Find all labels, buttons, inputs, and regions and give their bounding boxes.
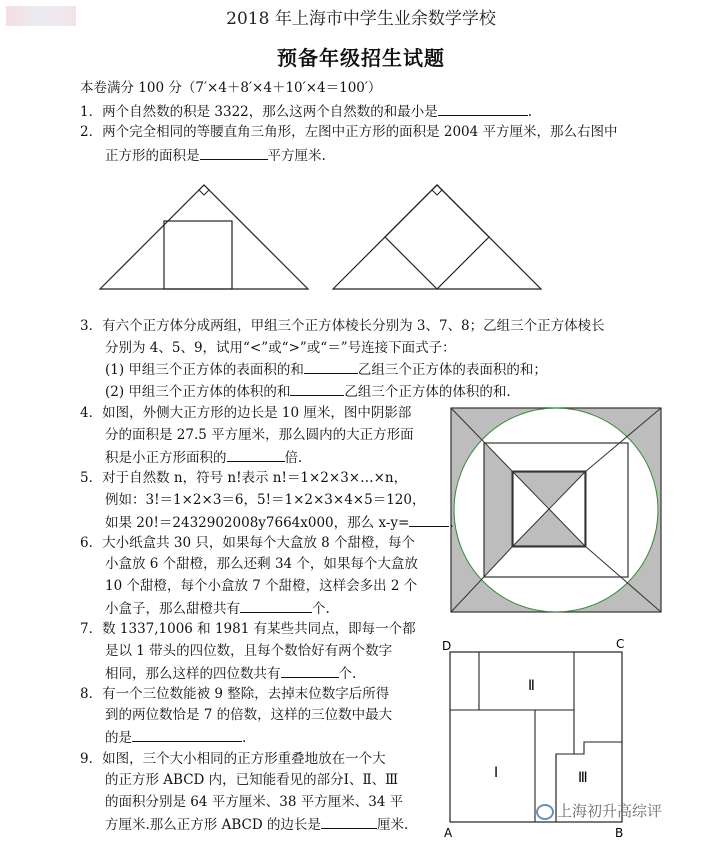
question-3-line1: 3．有六个正方体分成两组，甲组三个正方体棱长分别为 3、7、8；乙组三个正方体棱长 [80, 318, 605, 334]
answer-blank[interactable] [200, 146, 268, 160]
question-7-line3: 相同，那么这样的四位数共有 个. [105, 666, 357, 682]
score-note: 本卷满分 100 分（7′×4＋8′×4＋10′×4＝100′） [80, 80, 382, 96]
question-4-line3: 积是小正方形面积的 倍. [105, 450, 303, 466]
question-3-line2: 分别为 4、5、9，试用“<”或“>”或“＝”号连接下面式子： [105, 340, 456, 356]
question-6-line1: 6．大小纸盒共 30 只，如果每个大盒放 8 个甜橙，每个 [80, 535, 416, 551]
question-number: 8． [80, 686, 103, 702]
question-8-line1: 8．有一个三位数能被 9 整除，去掉末位数字后所得 [80, 686, 390, 702]
question-number: 1． [80, 104, 103, 120]
question-number: 9． [80, 751, 103, 767]
question-5-line3: 如果 20!＝2432902008y7664x000，那么 x-y= . [105, 515, 454, 531]
answer-blank[interactable] [321, 815, 377, 829]
question-number: 3． [80, 318, 103, 334]
watermark: 上海初升高综评 [536, 800, 662, 821]
vertex-label: C [616, 637, 625, 651]
question-8-line3: 的是 . [105, 730, 247, 746]
vertex-label: D [442, 639, 452, 653]
figure-squares-circle [447, 405, 667, 615]
question-7-line1: 7．数 1337,1006 和 1981 有某些共同点，即每一个都 [80, 621, 416, 637]
region-label: Ⅲ [578, 770, 588, 786]
exam-title: 预备年级招生试题 [277, 46, 445, 70]
question-number: 7． [80, 621, 103, 637]
question-number: 2． [80, 124, 103, 140]
question-6-line3: 10 个甜橙，每个小盒放 7 个甜橙，这样会多出 2 个 [105, 578, 418, 594]
answer-blank[interactable] [438, 102, 528, 116]
question-6-line4: 小盒子，那么甜橙共有 个. [105, 601, 330, 617]
question-9-line4: 方厘米.那么正方形 ABCD 的边长是 厘米. [105, 817, 409, 833]
question-9-line2: 的正方形 ABCD 内，已知能看见的部分Ⅰ、Ⅱ、Ⅲ [105, 772, 399, 788]
question-number: 6． [80, 535, 103, 551]
vertex-label: B [615, 826, 624, 840]
question-7-line2: 是以 1 带头的四位数，且每个数恰好有两个数字 [105, 643, 393, 659]
question-5-line2: 例如：3!＝1×2×3＝6，5!＝1×2×3×4×5＝120， [105, 492, 426, 508]
question-9-line1: 9．如图，三个大小相同的正方形重叠地放在一个大 [80, 751, 386, 767]
question-text: 两个自然数的积是 3322，那么这两个自然数的和最小是 [102, 104, 438, 120]
question-5-line1: 5．对于自然数 n，符号 n!表示 n!＝1×2×3×…×n， [80, 470, 408, 486]
answer-blank[interactable] [227, 448, 285, 462]
question-3-part2: (2) 甲组三个正方体的体积的和 乙组三个正方体的体积的和. [105, 384, 511, 400]
question-2-line2: 正方形的面积是 平方厘米. [105, 148, 326, 164]
question-8-line2: 到的两位数恰是 7 的倍数，这样的三位数中最大 [105, 707, 393, 723]
question-number: 4． [80, 405, 103, 421]
question-4-line2: 分的面积是 27.5 平方厘米，那么圆内的大正方形面 [105, 427, 414, 443]
figure-right-triangle [328, 178, 560, 293]
question-1: 1．两个自然数的积是 3322，那么这两个自然数的和最小是 . [80, 104, 533, 120]
answer-blank[interactable] [290, 382, 344, 396]
answer-blank[interactable] [132, 728, 242, 742]
question-2-line1: 2．两个完全相同的等腰直角三角形，左图中正方形的面积是 2004 平方厘米，那么右图中 [80, 124, 618, 140]
question-9-line3: 的面积分别是 64 平方厘米、38 平方厘米、34 平 [105, 794, 404, 810]
region-label: Ⅰ [494, 765, 499, 781]
wechat-icon [536, 804, 554, 820]
question-number: 5． [80, 470, 103, 486]
answer-blank[interactable] [281, 664, 339, 678]
answer-blank[interactable] [240, 599, 312, 613]
region-label: Ⅱ [528, 678, 535, 694]
question-6-line2: 小盒放 6 个甜橙，那么还剩 34 个，如果每个大盒放 [105, 556, 418, 572]
answer-blank[interactable] [304, 360, 358, 374]
question-3-part1: (1) 甲组三个正方体的表面积的和 乙组三个正方体的表面积的和； [105, 362, 547, 378]
school-header: 2018 年上海市中学生业余数学学校 [226, 9, 496, 29]
figure-left-triangle [95, 178, 325, 293]
vertex-label: A [444, 826, 453, 840]
answer-blank[interactable] [409, 513, 449, 527]
question-4-line1: 4．如图，外侧大正方形的边长是 10 厘米，图中阴影部 [80, 405, 412, 421]
